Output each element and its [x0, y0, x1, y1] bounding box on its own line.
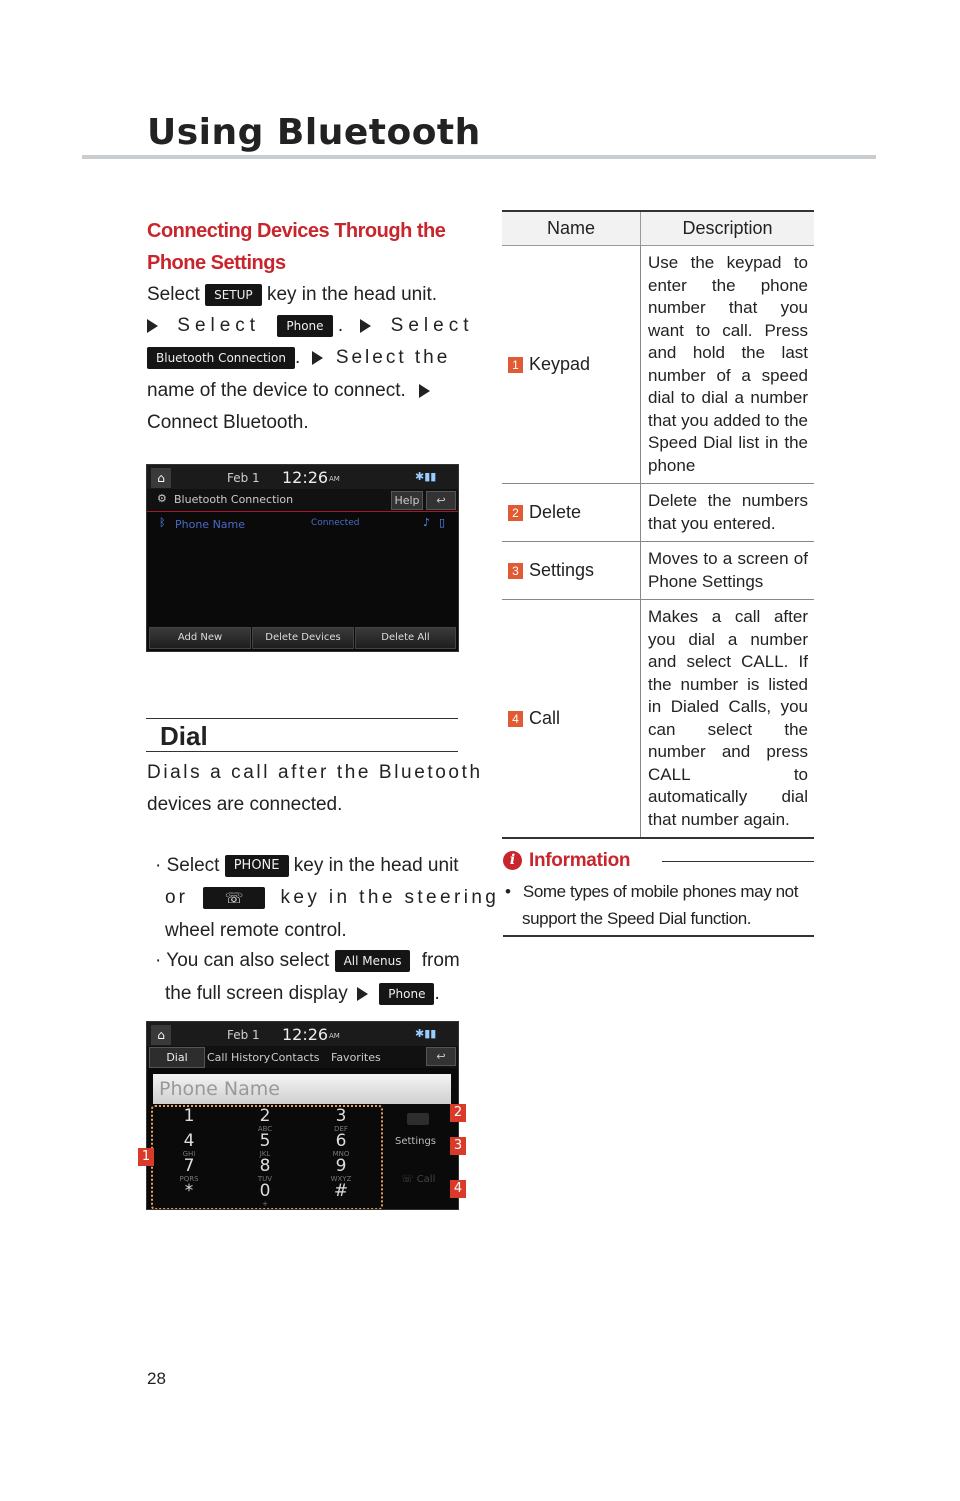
callout-number: 1: [508, 357, 523, 373]
bullet-1-line1: [155, 855, 459, 877]
keypad-key-hash[interactable]: [303, 1182, 379, 1210]
tab-dial[interactable]: Dial: [149, 1047, 205, 1068]
signal-icon: ✱▮▮: [415, 1027, 437, 1040]
key-digit: 5: [259, 1131, 271, 1151]
add-new-button[interactable]: Add New: [149, 627, 251, 649]
delete-devices-button[interactable]: Delete Devices: [252, 627, 354, 649]
key-letters: +: [262, 1200, 268, 1208]
key-digit: 4: [183, 1131, 195, 1151]
text: key in the head unit: [293, 855, 459, 877]
key-letters: MNO: [332, 1150, 350, 1158]
callout-2: 2: [450, 1104, 466, 1122]
key-letters: JKL: [259, 1150, 271, 1158]
key-letters: PQRS: [179, 1175, 199, 1183]
text: Select: [166, 855, 220, 877]
key-digit: 3: [335, 1106, 347, 1126]
key-digit: 0: [259, 1181, 271, 1201]
device-row[interactable]: [147, 514, 458, 536]
info-heading: Information: [529, 850, 631, 871]
instruction-line-1: [147, 284, 459, 306]
text: Select: [390, 315, 474, 337]
text: name of the device to connect.: [147, 380, 406, 401]
dial-rule-bottom: [146, 751, 458, 752]
instruction-line-3: [147, 347, 459, 369]
text: Select: [147, 284, 200, 306]
page-number: 28: [147, 1369, 166, 1388]
title-divider: [82, 155, 876, 159]
text: the full screen display: [165, 983, 348, 1005]
back-icon[interactable]: ↩: [426, 1047, 456, 1066]
keypad-key-0[interactable]: [227, 1182, 303, 1210]
divider: [147, 511, 458, 512]
bluetooth-connection-screenshot: [146, 464, 459, 652]
table-header-row: [502, 211, 814, 246]
bullet-dot: ·: [155, 950, 162, 972]
home-icon[interactable]: ⌂: [151, 468, 171, 488]
callout-3: 3: [450, 1137, 466, 1155]
key-letters: WXYZ: [330, 1175, 352, 1183]
instruction-line-5: Connect Bluetooth.: [147, 412, 309, 433]
keypad-key-star[interactable]: [151, 1182, 227, 1210]
row-name: [502, 484, 641, 542]
bullet-2-line2: [165, 983, 440, 1005]
settings-button[interactable]: Settings: [395, 1136, 437, 1147]
status-bar: [147, 465, 458, 491]
row-name-label: Settings: [529, 560, 595, 580]
arrow-right-icon: [419, 384, 430, 398]
row-description: Moves to a screen of Phone Settings: [641, 542, 815, 600]
row-name-label: Call: [529, 708, 561, 728]
row-name: [502, 600, 641, 839]
header-description: Description: [641, 211, 815, 246]
key-letters: DEF: [334, 1125, 348, 1133]
dial-intro-line2: devices are connected.: [147, 794, 343, 815]
key-digit: 8: [259, 1156, 271, 1176]
text: key in the head unit.: [266, 284, 438, 306]
key-digit: #: [333, 1181, 349, 1201]
info-rule-top: [662, 861, 814, 862]
text: Select the: [335, 347, 451, 369]
row-description: Delete the numbers that you entered.: [641, 484, 815, 542]
phone-caps-key: PHONE: [225, 855, 289, 877]
instruction-line-4: [147, 380, 430, 402]
date: Feb 1: [227, 471, 260, 485]
text: .: [337, 315, 344, 337]
key-letters: GHI: [182, 1150, 196, 1158]
phone-icon: ▯: [439, 516, 446, 529]
ampm: AM: [329, 475, 340, 483]
callout-number: 4: [508, 711, 523, 727]
key-digit: *: [184, 1181, 194, 1201]
dial-screenshot: [146, 1021, 459, 1210]
delete-all-button[interactable]: Delete All: [355, 627, 456, 649]
bullet-dot: ·: [155, 855, 162, 877]
dial-rule-top: [146, 718, 458, 719]
all-menus-key: All Menus: [335, 950, 411, 972]
callout-number: 3: [508, 563, 523, 579]
section-heading-line1: Connecting Devices Through the: [147, 220, 446, 242]
arrow-right-icon: [357, 987, 368, 1001]
bullet-dot: •: [505, 882, 511, 901]
call-label: Call: [416, 1174, 436, 1185]
bullet-2-line1: [155, 950, 460, 972]
instruction-line-2: [147, 315, 474, 337]
music-icon: ♪: [423, 516, 431, 529]
home-icon[interactable]: ⌂: [151, 1025, 171, 1045]
tab-call-history[interactable]: Call History: [207, 1051, 271, 1064]
bullet-1-line2: [165, 887, 499, 909]
callout-1: 1: [138, 1148, 154, 1166]
dial-heading: Dial: [160, 721, 208, 751]
text: You can also select: [166, 950, 330, 972]
bluetooth-connection-key: Bluetooth Connection: [147, 347, 295, 369]
info-bullet-line1: [505, 882, 798, 902]
row-name-label: Keypad: [529, 354, 591, 374]
tab-contacts[interactable]: Contacts: [271, 1051, 320, 1064]
clock: 12:26: [282, 468, 329, 487]
ampm: AM: [329, 1032, 340, 1040]
key-digit: 9: [335, 1156, 347, 1176]
device-name: Phone Name: [175, 518, 246, 531]
key-letters: ABC: [257, 1125, 273, 1133]
info-rule-bottom: [503, 935, 814, 937]
text: .: [294, 347, 306, 369]
row-name: [502, 246, 641, 484]
text: key in the steering: [280, 887, 500, 909]
phone-key: Phone: [277, 315, 332, 337]
help-button[interactable]: Help: [391, 491, 423, 510]
phone-key: Phone: [379, 983, 434, 1005]
tab-favorites[interactable]: Favorites: [331, 1051, 381, 1064]
clock: 12:26: [282, 1025, 329, 1044]
row-description: Use the keypad to enter the phone number that you want to call. Press and hold the last number of a speed dial to dial a number that you added to the Speed Dial list in the phone: [641, 246, 815, 484]
call-button[interactable]: ☏ Call: [401, 1174, 436, 1185]
date: Feb 1: [227, 1028, 260, 1042]
table-row: [502, 484, 814, 542]
row-description: Makes a call after you dial a number and select CALL. If the number is listed in Dialed Calls, you can select the number and press CALL to automatically dial that number again.: [641, 600, 815, 839]
arrow-right-icon: [360, 319, 371, 333]
bluetooth-icon: ᛒ: [159, 516, 166, 529]
gear-icon: ⚙: [157, 492, 167, 505]
info-icon: i: [503, 851, 522, 870]
arrow-right-icon: [147, 319, 158, 333]
row-name: [502, 542, 641, 600]
bullet-1-line3: wheel remote control.: [165, 920, 347, 941]
arrow-right-icon: [312, 351, 323, 365]
key-digit: 1: [183, 1106, 195, 1126]
setup-key: SETUP: [205, 284, 262, 306]
table-row: [502, 600, 814, 839]
status-bar: [147, 1022, 458, 1048]
delete-icon[interactable]: [407, 1113, 429, 1125]
key-letters: TUV: [257, 1175, 273, 1183]
text: Select: [177, 315, 261, 337]
steering-call-key-icon: ☏: [203, 887, 265, 909]
text: or: [165, 887, 188, 909]
screen-title: Bluetooth Connection: [174, 493, 294, 506]
header-name: Name: [502, 211, 641, 246]
callout-4: 4: [450, 1180, 466, 1198]
key-digit: 6: [335, 1131, 347, 1151]
row-name-label: Delete: [529, 502, 582, 522]
table-row: [502, 542, 814, 600]
signal-icon: ✱▮▮: [415, 470, 437, 483]
screen-title-bar: [147, 489, 458, 511]
device-status: Connected: [311, 518, 360, 528]
key-digit: 7: [183, 1156, 195, 1176]
tab-bar: [147, 1046, 458, 1068]
text: .: [434, 983, 440, 1005]
page-title: Using Bluetooth: [147, 112, 481, 153]
section-heading-line2: Phone Settings: [147, 252, 286, 274]
dial-intro-line1: Dials a call after the Bluetooth: [147, 762, 483, 783]
text: Some types of mobile phones may not: [522, 882, 799, 901]
key-digit: 2: [259, 1106, 271, 1126]
back-icon[interactable]: ↩: [426, 491, 456, 510]
info-bullet-line2: support the Speed Dial function.: [522, 909, 752, 928]
phone-number-input[interactable]: Phone Name: [153, 1074, 451, 1104]
callout-number: 2: [508, 505, 523, 521]
text: from: [421, 950, 460, 972]
table-row: [502, 246, 814, 484]
description-table: [502, 210, 814, 839]
